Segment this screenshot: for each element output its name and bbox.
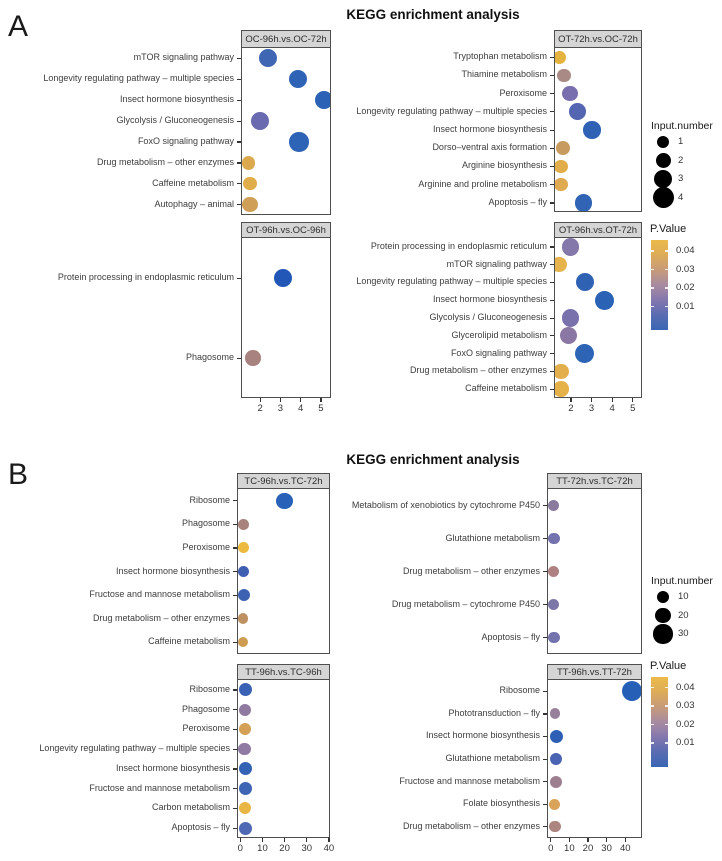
- gradient-tick-right: [665, 742, 668, 744]
- pathway-label: Apoptosis – fly: [488, 196, 547, 207]
- data-point: [575, 344, 594, 363]
- data-point: [622, 681, 642, 701]
- pathway-label: Drug metabolism – other enzymes: [92, 612, 230, 623]
- pathway-label: Drug metabolism – other enzymes: [402, 820, 540, 831]
- gradient-tick-left: [651, 269, 654, 271]
- panel-a-letter: A: [8, 10, 29, 43]
- x-axis-label: 40: [619, 843, 631, 854]
- legend-size-dot: [656, 153, 671, 168]
- gradient-tick-left: [651, 306, 654, 308]
- pathway-label: Metabolism of xenobiotics by cytochrome P450: [351, 499, 540, 510]
- facet-tt96-vs-tt72: [0, 664, 642, 858]
- legend-size-dot: [653, 624, 672, 643]
- x-axis-label: 0: [237, 843, 243, 854]
- pathway-label: Folate biosynthesis: [462, 798, 540, 809]
- data-point: [557, 69, 571, 83]
- facet-header: TT-96h.vs.TC-96h: [237, 664, 330, 680]
- gradient-tick-right: [665, 287, 668, 289]
- legend-a: [648, 120, 722, 350]
- p-value-tick-label: 0.04: [676, 681, 695, 693]
- pathway-label: Glutathione metabolism: [445, 532, 540, 543]
- x-axis-label: 0: [548, 843, 554, 854]
- y-axis-tick: [543, 538, 547, 539]
- x-axis-tick: [625, 838, 626, 842]
- facet-header: OT-72h.vs.OC-72h: [554, 30, 642, 48]
- legend-size-label: 3: [678, 173, 684, 184]
- p-value-gradient-bar: [651, 240, 668, 330]
- data-point: [548, 599, 559, 610]
- legend-size-dot: [657, 591, 670, 604]
- x-axis-label: 4: [609, 403, 615, 414]
- gradient-tick-left: [651, 687, 654, 689]
- x-axis-label: 20: [279, 843, 290, 854]
- data-point: [556, 141, 570, 155]
- y-axis-tick: [550, 318, 554, 319]
- y-axis-tick: [550, 93, 554, 94]
- data-point: [569, 103, 586, 120]
- gradient-tick-right: [665, 269, 668, 271]
- pathway-label: FoxO signaling pathway: [137, 135, 234, 146]
- x-axis-label: 40: [323, 843, 335, 854]
- pathway-label: Apoptosis – fly: [171, 822, 230, 833]
- x-axis-tick: [569, 838, 570, 842]
- x-axis-label: 10: [564, 843, 575, 854]
- pathway-label: Drug metabolism – other enzymes: [409, 365, 547, 376]
- pathway-label: Insect hormone biosynthesis: [115, 565, 230, 576]
- y-axis-tick: [550, 389, 554, 390]
- data-point: [550, 753, 562, 765]
- data-point: [595, 291, 614, 310]
- facet-header: OT-96h.vs.OC-96h: [241, 222, 331, 238]
- pathway-label: FoxO signaling pathway: [450, 347, 547, 358]
- y-axis-tick: [550, 300, 554, 301]
- pathway-label: Peroxisome: [499, 87, 547, 98]
- x-axis-label: 3: [588, 403, 595, 414]
- legend-size-label: 10: [678, 591, 689, 602]
- pathway-label: Insect hormone biosynthesis: [432, 294, 547, 305]
- gradient-tick-right: [665, 705, 668, 707]
- pathway-label: Drug metabolism – other enzymes: [96, 156, 234, 167]
- x-axis-label: 2: [257, 403, 263, 414]
- panel-b-letter: B: [8, 458, 29, 491]
- y-axis-tick: [543, 571, 547, 572]
- y-axis-tick: [543, 713, 547, 714]
- pathway-label: Caffeine metabolism: [465, 383, 547, 394]
- pathway-label: Phagosome: [185, 352, 234, 362]
- x-axis-tick: [591, 398, 592, 402]
- data-point: [575, 194, 592, 211]
- gradient-tick-left: [651, 287, 654, 289]
- p-value-tick-label: 0.03: [676, 700, 695, 711]
- x-axis-label: 10: [257, 843, 268, 854]
- legend-size-label: 2: [678, 154, 684, 166]
- facet-header: TT-96h.vs.TT-72h: [547, 664, 642, 680]
- legend-size-dot: [655, 608, 671, 624]
- data-point: [548, 632, 559, 643]
- x-axis-label: 3: [277, 403, 284, 414]
- y-axis-tick: [550, 264, 554, 265]
- data-point: [583, 121, 600, 138]
- legend-size-label: 20: [678, 609, 689, 621]
- facet-header: OT-96h.vs.OT-72h: [554, 222, 642, 238]
- data-point: [549, 821, 560, 832]
- pathway-label: Peroxisome: [182, 541, 230, 552]
- data-point: [550, 708, 561, 719]
- data-point: [562, 238, 579, 255]
- pathway-label: Arginine biosynthesis: [461, 160, 547, 171]
- pathway-label: Longevity regulating pathway – multiple species: [356, 105, 547, 116]
- pathway-label: Glycerolipid metabolism: [451, 329, 547, 340]
- plot-area: [547, 679, 642, 838]
- gradient-tick-left: [651, 724, 654, 726]
- pathway-label: Insect hormone biosynthesis: [115, 762, 230, 773]
- pathway-label: mTOR signaling pathway: [446, 258, 547, 269]
- pathway-label: Fructose and mannose metabolism: [89, 782, 230, 793]
- data-point: [548, 533, 559, 544]
- data-point: [562, 86, 578, 102]
- pathway-label: Carbon metabolism: [151, 802, 230, 813]
- legend-size-label: 1: [678, 136, 684, 147]
- data-point: [554, 178, 568, 192]
- y-axis-tick: [543, 691, 547, 692]
- pathway-label: Insect hormone biosynthesis: [432, 124, 547, 134]
- data-point: [554, 381, 569, 397]
- x-axis-label: 4: [298, 403, 304, 414]
- p-value-tick-label: 0.04: [676, 245, 695, 256]
- pathway-label: Peroxisome: [182, 723, 230, 734]
- pathway-label: Apoptosis – fly: [481, 631, 540, 642]
- p-value-legend-title: P.Value: [650, 223, 687, 235]
- x-axis-tick: [612, 398, 613, 402]
- pathway-label: Longevity regulating pathway – multiple species: [356, 276, 547, 287]
- pathway-label: Protein processing in endoplasmic reticulum: [370, 240, 547, 251]
- pathway-label: Phagosome: [181, 518, 230, 529]
- x-axis-tick: [632, 398, 633, 402]
- facet-header: OC-96h.vs.OC-72h: [241, 30, 331, 48]
- y-axis-tick: [550, 130, 554, 131]
- y-axis-tick: [550, 282, 554, 283]
- pathway-label: Longevity regulating pathway – multiple species: [39, 743, 230, 754]
- x-axis-tick: [587, 838, 588, 842]
- y-axis-tick: [543, 826, 547, 827]
- legend-size-label: 4: [678, 191, 684, 203]
- legend-size-dot: [653, 187, 674, 208]
- pathway-label: Insect hormone biosynthesis: [425, 730, 540, 741]
- y-axis-tick: [543, 604, 547, 605]
- gradient-tick-right: [665, 306, 668, 308]
- pathway-label: Autophagy – animal: [154, 198, 234, 209]
- plot-area: [554, 47, 642, 212]
- data-point: [560, 327, 577, 344]
- pathway-label: Tryptophan metabolism: [453, 51, 547, 62]
- legend-size-dot: [657, 136, 669, 148]
- x-axis-label: 5: [630, 403, 636, 414]
- y-axis-tick: [543, 759, 547, 760]
- pathway-label: Insect hormone biosynthesis: [119, 94, 234, 105]
- p-value-tick-label: 0.01: [676, 737, 695, 748]
- y-axis-tick: [550, 335, 554, 336]
- data-point: [562, 309, 579, 326]
- p-value-gradient-bar: [651, 677, 668, 767]
- y-axis-tick: [550, 75, 554, 76]
- data-point: [550, 730, 563, 743]
- gradient-tick-left: [651, 250, 654, 252]
- pathway-label: Ribosome: [499, 685, 540, 696]
- pathway-label: Caffeine metabolism: [148, 636, 230, 647]
- x-axis-label: 5: [318, 403, 324, 414]
- facet-header: TC-96h.vs.TC-72h: [237, 473, 330, 489]
- x-axis-tick: [550, 838, 551, 842]
- plot-area: [547, 488, 642, 654]
- y-axis-tick: [550, 111, 554, 112]
- facet-header: TT-72h.vs.TC-72h: [547, 473, 642, 489]
- input-number-legend-title: Input.number: [651, 120, 713, 132]
- p-value-tick-label: 0.02: [676, 718, 695, 730]
- y-axis-tick: [543, 505, 547, 506]
- pathway-label: Dorso–ventral axis formation: [432, 142, 547, 153]
- pathway-label: Fructose and mannose metabolism: [399, 775, 540, 786]
- input-number-legend-title: Input.number: [651, 575, 713, 587]
- p-value-legend-title: P.Value: [650, 659, 687, 672]
- facet-ot96-vs-ot72: [0, 222, 642, 418]
- gradient-tick-left: [651, 742, 654, 744]
- data-point: [550, 776, 562, 788]
- pathway-label: Longevity regulating pathway – multiple species: [43, 73, 234, 84]
- pathway-label: Phototransduction – fly: [448, 707, 540, 718]
- pathway-label: Caffeine metabolism: [152, 177, 234, 188]
- data-point: [554, 257, 567, 273]
- x-axis-label: 30: [601, 843, 612, 854]
- x-axis-label: 20: [582, 843, 594, 854]
- pathway-label: Glutathione metabolism: [445, 753, 540, 763]
- plot-area: [554, 237, 642, 398]
- data-point: [554, 364, 569, 380]
- pathway-label: Drug metabolism – other enzymes: [402, 565, 540, 576]
- y-axis-tick: [543, 637, 547, 638]
- facet-ot72-vs-oc72: [0, 30, 642, 212]
- pathway-label: Thiamine metabolism: [461, 69, 547, 80]
- data-point: [576, 273, 594, 291]
- pathway-label: Glycolysis / Gluconeogenesis: [116, 115, 234, 126]
- pathway-label: Phagosome: [181, 703, 230, 714]
- y-axis-tick: [550, 371, 554, 372]
- legend-size-dot: [654, 170, 672, 188]
- y-axis-tick: [550, 246, 554, 247]
- y-axis-tick: [550, 184, 554, 185]
- y-axis-tick: [543, 736, 547, 737]
- y-axis-tick: [550, 353, 554, 354]
- pathway-label: Fructose and mannose metabolism: [89, 589, 230, 600]
- pathway-label: Glycolysis / Gluconeogenesis: [429, 312, 547, 322]
- p-value-tick-label: 0.01: [676, 300, 695, 312]
- panel-a-title: KEGG enrichment analysis: [346, 7, 520, 22]
- gradient-tick-right: [665, 687, 668, 689]
- pathway-label: Protein processing in endoplasmic reticulum: [57, 272, 234, 282]
- data-point: [548, 566, 559, 577]
- gradient-tick-left: [651, 705, 654, 707]
- y-axis-tick: [543, 804, 547, 805]
- data-point: [548, 500, 559, 511]
- data-point: [554, 160, 567, 173]
- pathway-label: Ribosome: [189, 494, 230, 505]
- gradient-tick-right: [665, 250, 668, 252]
- pathway-label: mTOR signaling pathway: [133, 52, 234, 63]
- legend-b: [648, 575, 722, 775]
- pathway-label: Arginine and proline metabolism: [418, 178, 547, 189]
- y-axis-tick: [550, 148, 554, 149]
- panel-b-title: KEGG enrichment analysis: [346, 452, 520, 467]
- x-axis-tick: [606, 838, 607, 842]
- y-axis-tick: [543, 781, 547, 782]
- data-point: [554, 51, 566, 64]
- facet-tt72-vs-tc72: [0, 473, 642, 654]
- data-point: [549, 799, 560, 810]
- p-value-tick-label: 0.02: [676, 282, 695, 293]
- p-value-tick-label: 0.03: [676, 263, 695, 275]
- pathway-label: Ribosome: [189, 683, 230, 694]
- pathway-label: Drug metabolism – cytochrome P450: [391, 598, 540, 609]
- x-axis-tick: [570, 398, 571, 402]
- legend-size-label: 30: [678, 628, 689, 639]
- y-axis-tick: [550, 57, 554, 58]
- x-axis-label: 2: [568, 403, 574, 414]
- y-axis-tick: [550, 166, 554, 167]
- gradient-tick-right: [665, 724, 668, 726]
- x-axis-label: 30: [301, 843, 313, 854]
- y-axis-tick: [550, 202, 554, 203]
